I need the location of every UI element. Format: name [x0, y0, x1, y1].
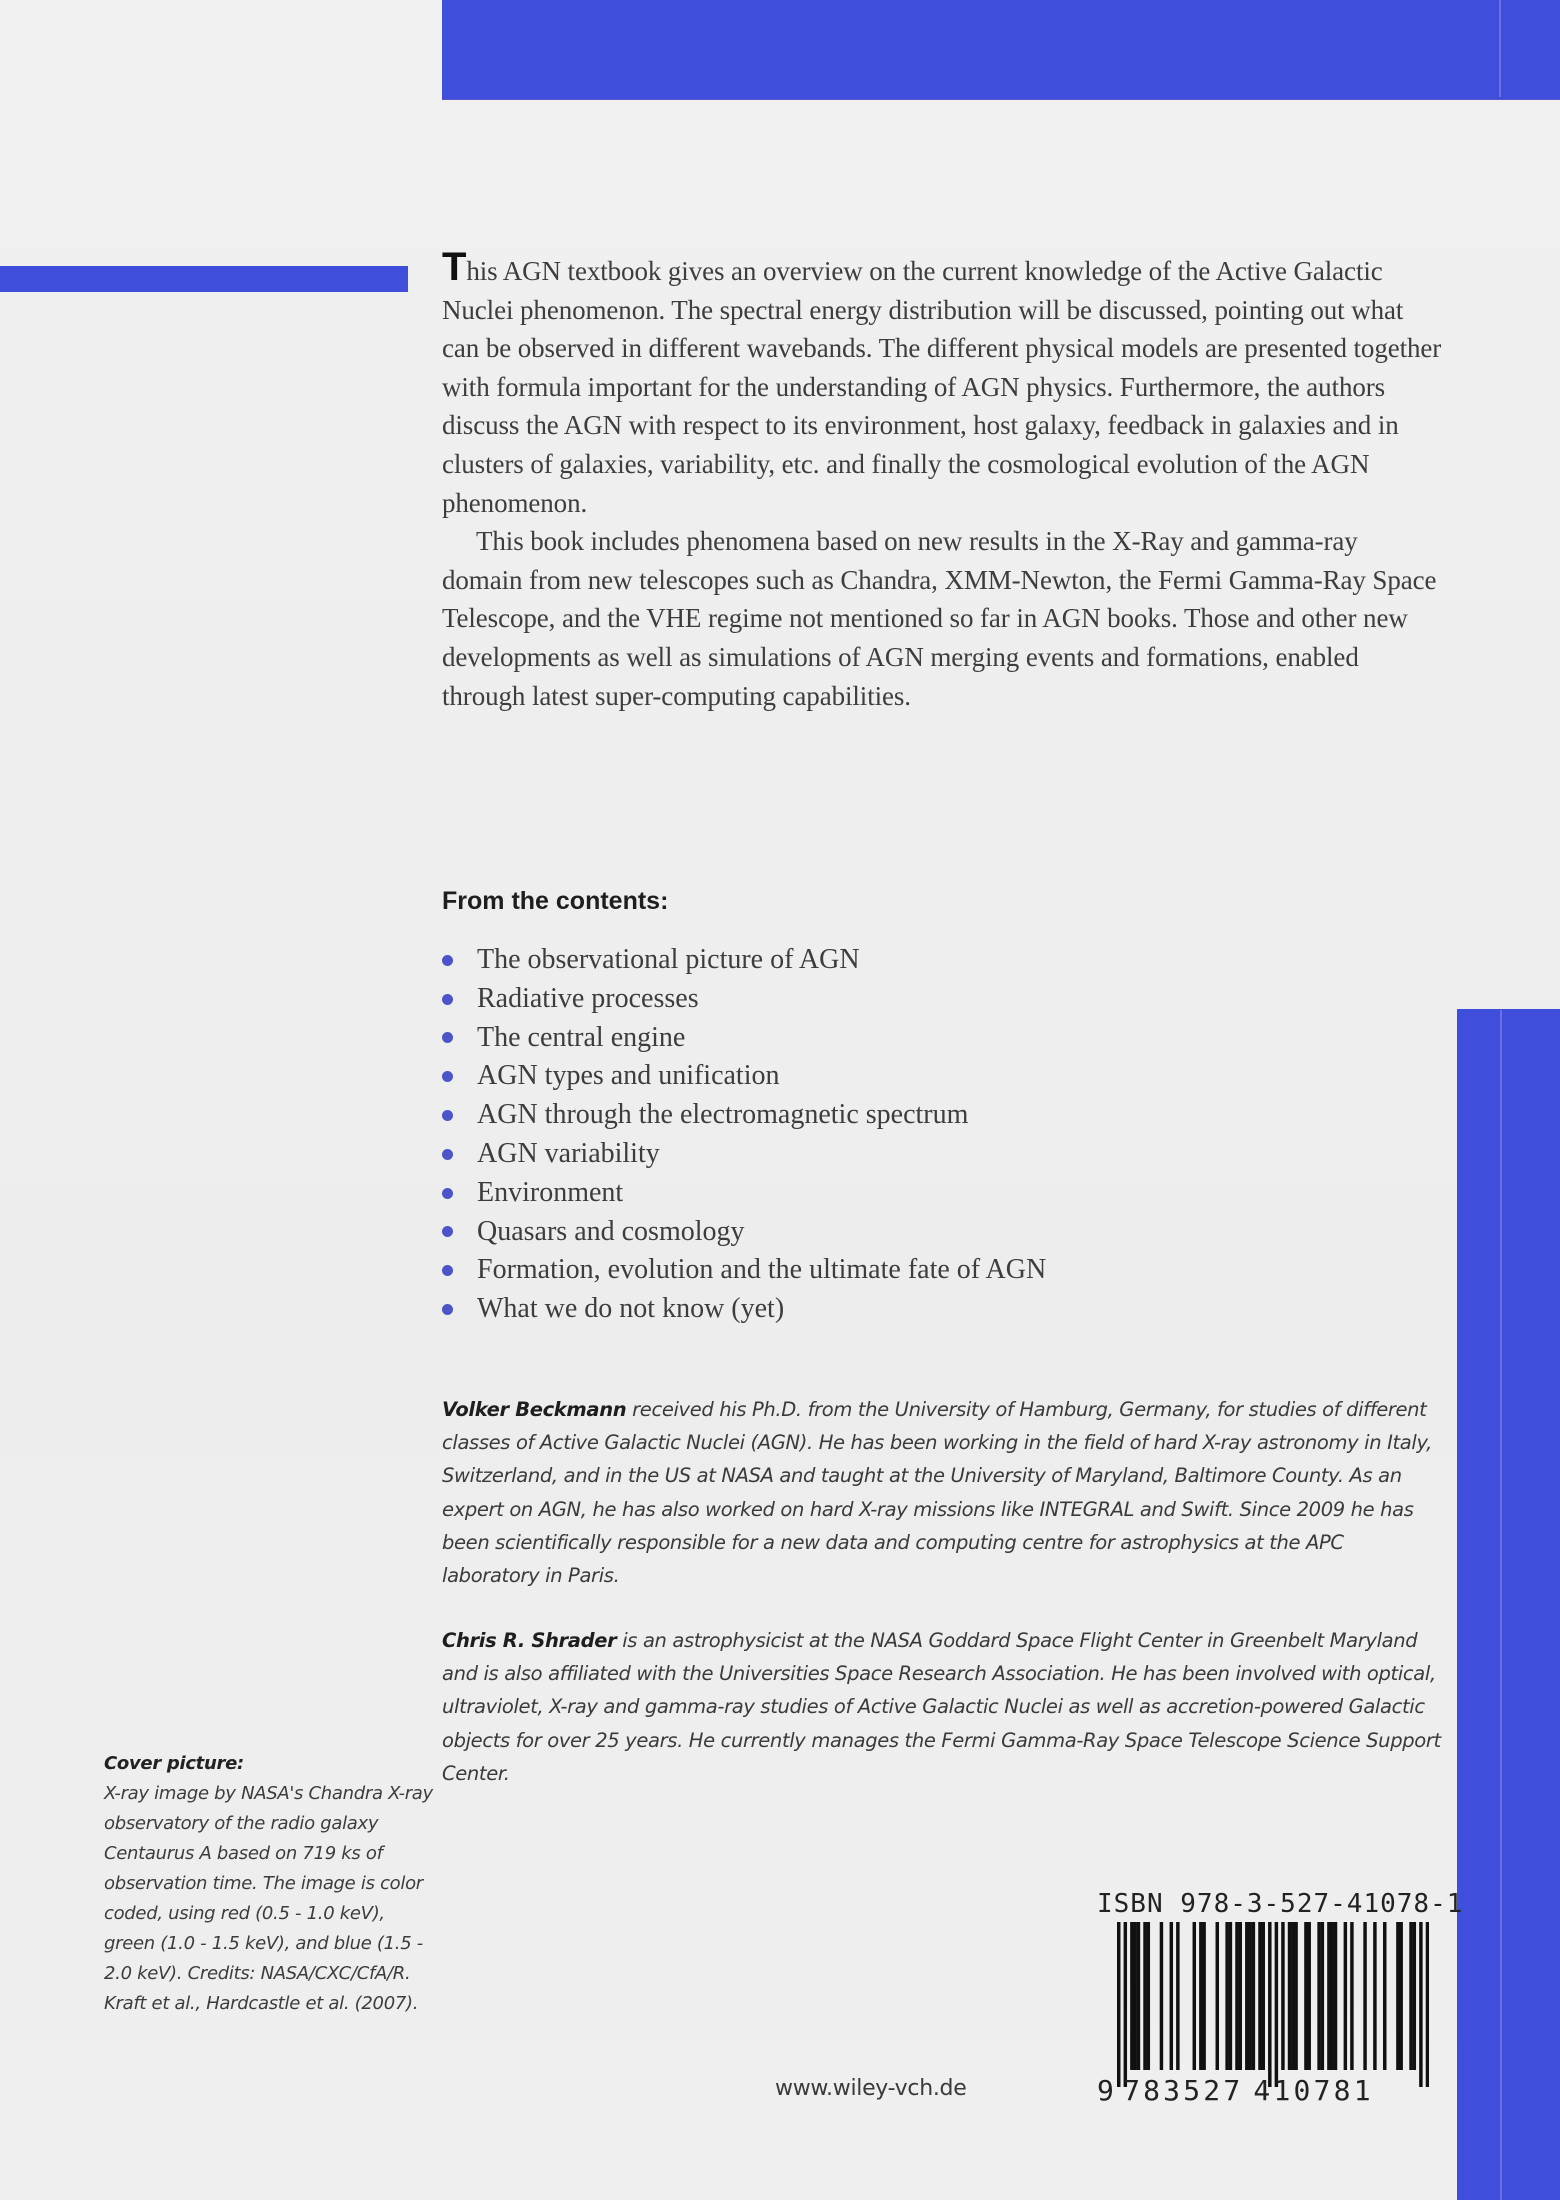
right-blue-band — [1457, 1009, 1560, 2200]
barcode-bar — [1363, 1922, 1366, 2070]
barcode-bar — [1317, 1922, 1320, 2070]
bullet-icon — [442, 1110, 453, 1121]
barcode-bar — [1350, 1922, 1353, 2070]
barcode-digits-right: 410781 — [1253, 2074, 1374, 2107]
contents-list — [442, 941, 1046, 1329]
bullet-icon — [442, 1032, 453, 1043]
barcode-digits-left: 783527 — [1123, 2074, 1244, 2107]
barcode-bar — [1245, 1922, 1248, 2070]
caption-text: X-ray image by NASA's Chandra X-ray observatory of the radio galaxy Centaurus A based on 719 ks of observation time. The image is color coded, using red (0.5 - 1.0 keV), green (1.0 - 1.5 keV), and blue (1.5 - 2.0 keV). Credits: NASA/CXC/CfA/R. Kraft et al., Hardcastle et al. (2007). — [104, 1783, 433, 2014]
barcode-bar — [1383, 1922, 1386, 2070]
barcode-bar — [1170, 1922, 1173, 2070]
barcode-bar — [1409, 1922, 1412, 2070]
barcode-bar — [1396, 1922, 1399, 2070]
barcode-bar — [1216, 1922, 1219, 2070]
spine-fold-line — [1499, 0, 1501, 97]
bullet-icon — [442, 1304, 453, 1315]
barcode-bar — [1413, 1922, 1416, 2070]
description-paragraph: This book includes phenomena based on new results in the X-Ray and gamma-ray domain from new telescopes such as Chandra, XMM-Newton, the Fermi Gamma-Ray Space Telescope, and the VHE regime not mentioned so far in AGN books. Those and other new developments as well as simulations of AGN merging events and formations, enabled through latest super-computing capabilities. — [442, 526, 1437, 711]
contents-item — [442, 1251, 1046, 1290]
barcode-bar — [1124, 1922, 1127, 2087]
barcode-bar — [1229, 1922, 1232, 2070]
contents-item — [442, 980, 1046, 1019]
barcode-bar — [1147, 1922, 1150, 2070]
barcode-bar — [1327, 1922, 1330, 2070]
left-blue-band — [0, 266, 408, 292]
barcode — [1117, 1922, 1429, 2087]
barcode-bar — [1252, 1922, 1255, 2070]
barcode-bar — [1202, 1922, 1205, 2070]
contents-item — [442, 1213, 1046, 1252]
contents-item-label: The observational picture of AGN — [477, 944, 860, 975]
author-bio-text: received his Ph.D. from the University of Hamburg, Germany, for studies of different classes of Active Galactic Nuclei (AGN). He has been working in the field of hard X-ray astronomy in Italy, Switzerland, and in the US at NASA and taught at the University of Maryland, Baltimore County. As an expert on AGN, he has also worked on hard X-ray missions like INTEGRAL and Swift. Since 2009 he has been scientifically responsible for a new data and computing centre for astrophysics at the APC laboratory in Paris. — [442, 1398, 1432, 1588]
spine-fold-line — [1500, 1010, 1502, 2200]
contents-item — [442, 1174, 1046, 1213]
description-text: his AGN textbook gives an overview on the current knowledge of the Active Galactic Nuclei phenomenon. The spectral energy distribution will be discussed, pointing out what can be observed in different wavebands. The different physical models are presented together with formula important for the understanding of AGN physics. Furthermore, the authors discuss the AGN with respect to its environment, host galaxy, feedback in galaxies and in clusters of galaxies, variability, etc. and finally the cosmological evolution of the AGN phenomenon. — [442, 256, 1442, 518]
bullet-icon — [442, 1226, 453, 1237]
contents-item — [442, 1019, 1046, 1058]
author-bio — [442, 1393, 1442, 1592]
barcode-bar — [1419, 1922, 1422, 2087]
barcode-bar — [1225, 1922, 1228, 2070]
bullet-icon — [442, 1149, 453, 1160]
contents-item — [442, 1290, 1046, 1329]
barcode-bar — [1321, 1922, 1324, 2070]
barcode-bar — [1262, 1922, 1265, 2070]
author-name: Volker Beckmann — [442, 1398, 627, 1421]
author-name: Chris R. Shrader — [442, 1629, 617, 1652]
contents-item-label: Quasars and cosmology — [477, 1215, 745, 1247]
contents-item-label: Formation, evolution and the ultimate fate of AGN — [477, 1254, 1047, 1286]
barcode-digit-prefix: 9 — [1097, 2074, 1118, 2107]
barcode-bar — [1330, 1922, 1333, 2070]
cover-picture-caption — [104, 1749, 434, 2019]
bullet-icon — [442, 955, 453, 966]
book-description — [442, 245, 1442, 715]
barcode-bar — [1288, 1922, 1291, 2070]
bullet-icon — [442, 1188, 453, 1199]
author-bio — [442, 1624, 1442, 1790]
barcode-bar — [1344, 1922, 1347, 2070]
description-paragraph — [442, 245, 1442, 522]
contents-item-label: What we do not know (yet) — [477, 1293, 785, 1325]
top-blue-band — [442, 0, 1560, 100]
contents-item — [442, 1096, 1046, 1135]
isbn-label: ISBN 978-3-527-41078-1 — [1097, 1889, 1464, 1919]
barcode-bar — [1275, 1922, 1278, 2087]
barcode-bar — [1117, 1922, 1120, 2087]
bullet-icon — [442, 1071, 453, 1082]
barcode-bar — [1239, 1922, 1242, 2070]
contents-item-label: Environment — [477, 1176, 624, 1208]
publisher-website: www.wiley-vch.de — [775, 2076, 967, 2101]
bullet-icon — [442, 1265, 453, 1276]
barcode-bar — [1304, 1922, 1307, 2070]
contents-heading: From the contents: — [442, 887, 669, 915]
contents-item-label: The central engine — [477, 1021, 686, 1053]
barcode-bar — [1426, 1922, 1429, 2087]
caption-title: Cover picture: — [104, 1753, 244, 1774]
barcode-bar — [1130, 1922, 1133, 2070]
barcode-bar — [1143, 1922, 1146, 2070]
contents-item-label: Radiative processes — [477, 982, 699, 1014]
barcode-bar — [1291, 1922, 1294, 2070]
contents-item-label: AGN through the electromagnetic spectrum — [477, 1099, 969, 1131]
contents-item-label: AGN types and unification — [477, 1060, 780, 1092]
barcode-bar — [1334, 1922, 1337, 2070]
contents-item — [442, 1135, 1046, 1174]
contents-item-label: AGN variability — [477, 1137, 660, 1169]
barcode-bar — [1176, 1922, 1179, 2070]
barcode-bar — [1160, 1922, 1163, 2070]
barcode-bar — [1268, 1922, 1271, 2087]
bullet-icon — [442, 994, 453, 1005]
barcode-bar — [1248, 1922, 1251, 2070]
barcode-bar — [1137, 1922, 1140, 2070]
barcode-digits — [1097, 2074, 1437, 2107]
barcode-bar — [1294, 1922, 1297, 2070]
contents-item — [442, 941, 1046, 980]
author-bio-text: is an astrophysicist at the NASA Goddard Space Flight Center in Greenbelt Maryland and is also affiliated with the Universities Space Research Association. He has been involved with optical, ultraviolet, X-ray and gamma-ray studies of Active Galactic Nuclei as well as accretion-powered Galactic objects for over 25 years. He currently manages the Fermi Gamma-Ray Space Telescope Science Support Center. — [442, 1629, 1441, 1785]
barcode-bar — [1193, 1922, 1196, 2070]
barcode-bar — [1399, 1922, 1402, 2070]
barcode-bar — [1373, 1922, 1376, 2070]
barcode-bar — [1133, 1922, 1136, 2070]
drop-cap: T — [442, 245, 467, 289]
barcode-bar — [1235, 1922, 1238, 2070]
barcode-bar — [1258, 1922, 1261, 2070]
barcode-bar — [1199, 1922, 1202, 2070]
barcode-bar — [1307, 1922, 1310, 2070]
contents-item — [442, 1057, 1046, 1096]
barcode-bar — [1281, 1922, 1284, 2070]
